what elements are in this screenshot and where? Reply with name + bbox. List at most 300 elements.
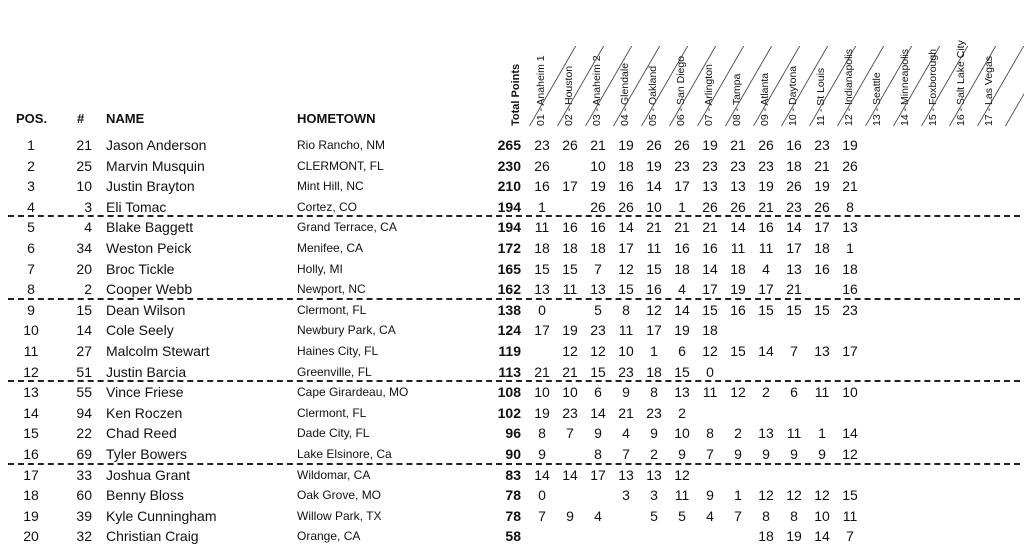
table-row <box>0 507 1024 527</box>
race-score: 12 <box>590 343 606 359</box>
race-score: 12 <box>842 446 858 462</box>
rider-position: 15 <box>23 425 39 442</box>
race-header: 14 - Minneapolis <box>899 48 911 126</box>
race-score: 13 <box>842 219 858 236</box>
race-score: 16 <box>534 178 550 195</box>
race-score: 8 <box>762 507 770 524</box>
race-score: 10 <box>646 198 662 215</box>
race-score: 23 <box>702 157 718 174</box>
rider-name: Cole Seely <box>106 322 174 339</box>
race-score: 7 <box>706 446 714 462</box>
rider-hometown: Newport, NC <box>297 282 366 297</box>
race-score: 19 <box>562 322 578 339</box>
rider-position: 3 <box>27 178 35 195</box>
race-score: 13 <box>534 281 550 298</box>
race-score: 7 <box>790 343 798 359</box>
rider-number: 20 <box>76 260 92 277</box>
race-score: 14 <box>646 178 662 195</box>
race-score: 13 <box>646 466 662 483</box>
race-score: 16 <box>562 219 578 236</box>
race-score: 17 <box>674 178 690 195</box>
header-hometown: HOMETOWN <box>297 111 376 126</box>
race-score: 21 <box>590 137 606 153</box>
race-score: 18 <box>674 260 690 277</box>
race-score: 15 <box>702 301 718 318</box>
race-score: 26 <box>702 198 718 215</box>
rider-name: Benny Bloss <box>106 487 184 504</box>
race-score: 12 <box>674 466 690 483</box>
race-score: 15 <box>730 343 746 359</box>
rider-total-points: 83 <box>505 466 521 483</box>
race-score: 13 <box>702 178 718 195</box>
race-score: 13 <box>758 425 774 442</box>
race-score: 1 <box>678 198 686 215</box>
race-score: 26 <box>534 157 550 174</box>
rider-total-points: 165 <box>497 260 521 277</box>
race-score: 26 <box>590 198 606 215</box>
race-score: 9 <box>762 446 770 462</box>
race-score: 14 <box>590 404 606 421</box>
race-score: 15 <box>646 260 662 277</box>
race-header: 15 - Foxborough <box>927 48 939 126</box>
race-header: 01 - Anaheim 1 <box>535 55 547 126</box>
rider-total-points: 96 <box>505 425 521 442</box>
rider-hometown: Wildomar, CA <box>297 467 371 482</box>
race-header: 03 - Anaheim 2 <box>591 55 603 126</box>
race-score: 8 <box>846 198 854 215</box>
race-score: 18 <box>758 528 774 545</box>
rider-hometown: Newbury Park, CA <box>297 323 396 338</box>
race-score: 15 <box>842 487 858 504</box>
race-score: 19 <box>814 178 830 195</box>
rider-hometown: Orange, CA <box>297 529 361 544</box>
race-score: 11 <box>786 425 802 442</box>
rider-hometown: Greenville, FL <box>297 364 372 379</box>
race-score: 14 <box>562 466 578 483</box>
race-score: 19 <box>646 157 662 174</box>
race-score: 8 <box>706 425 714 442</box>
header-number: # <box>77 111 85 126</box>
race-header: 09 - Atlanta <box>759 72 771 126</box>
race-score: 14 <box>730 219 746 236</box>
race-score: 8 <box>594 446 602 462</box>
race-header: 06 - San Diego <box>675 55 687 126</box>
rider-name: Malcolm Stewart <box>106 343 210 359</box>
race-score: 18 <box>702 322 718 339</box>
race-score: 9 <box>790 446 798 462</box>
race-score: 13 <box>786 260 802 277</box>
rider-number: 39 <box>76 507 92 524</box>
race-score: 17 <box>814 219 830 236</box>
race-score: 11 <box>702 384 718 401</box>
race-score: 10 <box>562 384 578 401</box>
race-score: 7 <box>846 528 854 545</box>
race-score: 16 <box>646 281 662 298</box>
race-score: 4 <box>594 507 602 524</box>
rider-number: 32 <box>76 528 92 545</box>
rider-position: 16 <box>23 446 39 462</box>
race-score: 23 <box>590 322 606 339</box>
rider-hometown: Willow Park, TX <box>297 508 382 523</box>
race-score: 14 <box>702 260 718 277</box>
rider-number: 22 <box>76 425 92 442</box>
rider-name: Marvin Musquin <box>106 157 205 174</box>
rider-position: 9 <box>27 301 35 318</box>
rider-hometown: Rio Rancho, NM <box>297 138 386 152</box>
race-score: 17 <box>646 322 662 339</box>
race-score: 26 <box>786 178 802 195</box>
race-score: 17 <box>562 178 578 195</box>
race-score: 2 <box>650 446 658 462</box>
table-row <box>0 486 1024 506</box>
race-score: 14 <box>758 343 774 359</box>
race-score: 17 <box>534 322 550 339</box>
rider-name: Kyle Cunningham <box>106 507 217 524</box>
race-score: 13 <box>730 178 746 195</box>
race-score: 10 <box>674 425 690 442</box>
race-score: 14 <box>534 466 550 483</box>
race-header: 13 - Seattle <box>871 72 883 126</box>
race-score: 15 <box>590 363 606 380</box>
race-score: 21 <box>562 363 578 380</box>
rider-number: 33 <box>76 466 92 483</box>
race-score: 3 <box>650 487 658 504</box>
race-score: 18 <box>618 157 634 174</box>
table-row <box>0 301 1024 321</box>
header-name: NAME <box>106 111 145 126</box>
rider-hometown: Haines City, FL <box>297 344 379 358</box>
rider-number: 60 <box>76 487 92 504</box>
rider-total-points: 78 <box>505 487 521 504</box>
race-score: 13 <box>618 466 634 483</box>
race-header: 16 - Salt Lake City <box>955 40 967 126</box>
rider-number: 3 <box>84 198 92 215</box>
race-score: 11 <box>758 240 774 256</box>
race-score: 14 <box>786 219 802 236</box>
table-row <box>0 466 1024 486</box>
race-score: 7 <box>622 446 630 462</box>
rider-position: 8 <box>27 281 35 298</box>
rider-position: 19 <box>23 507 39 524</box>
race-score: 26 <box>674 137 690 153</box>
rider-number: 10 <box>76 178 92 195</box>
race-header: 04 - Glendale <box>619 62 631 126</box>
race-score: 8 <box>538 425 546 442</box>
rider-name: Eli Tomac <box>106 198 167 215</box>
table-row <box>0 424 1024 444</box>
table-row <box>0 260 1024 280</box>
rider-total-points: 102 <box>497 404 521 421</box>
rider-name: Broc Tickle <box>106 260 175 277</box>
race-score: 12 <box>702 343 718 359</box>
race-score: 1 <box>538 198 546 215</box>
header-pos: POS. <box>16 111 48 126</box>
race-score: 11 <box>534 219 550 236</box>
race-score: 23 <box>562 404 578 421</box>
race-score: 6 <box>790 384 798 401</box>
race-score: 10 <box>590 157 606 174</box>
race-score: 1 <box>650 343 658 359</box>
rider-position: 18 <box>23 487 39 504</box>
race-score: 23 <box>814 137 830 153</box>
race-score: 16 <box>590 219 606 236</box>
race-score: 9 <box>594 425 602 442</box>
race-score: 10 <box>534 384 550 401</box>
table-row <box>0 136 1024 156</box>
race-score: 13 <box>674 384 690 401</box>
table-row <box>0 218 1024 238</box>
race-score: 11 <box>646 240 662 256</box>
rider-total-points: 119 <box>498 343 521 359</box>
rider-number: 69 <box>76 446 92 462</box>
race-score: 7 <box>594 260 602 277</box>
race-score: 23 <box>618 363 634 380</box>
table-row <box>0 404 1024 424</box>
race-score: 18 <box>730 260 746 277</box>
rider-name: Weston Peick <box>106 240 192 256</box>
race-score: 15 <box>562 260 578 277</box>
rider-position: 14 <box>23 404 39 421</box>
rider-name: Joshua Grant <box>106 466 191 483</box>
race-score: 17 <box>842 343 858 359</box>
rider-hometown: Mint Hill, NC <box>297 179 364 194</box>
race-header: 10 - Daytona <box>787 65 799 126</box>
race-score: 9 <box>538 446 546 462</box>
rider-position: 2 <box>27 157 35 174</box>
race-score: 3 <box>622 487 630 504</box>
race-score: 18 <box>786 157 802 174</box>
group-divider <box>8 215 1020 217</box>
race-score: 0 <box>538 487 546 504</box>
rider-position: 17 <box>23 466 39 483</box>
race-header: 11 - St Louis <box>815 67 827 126</box>
rider-total-points: 210 <box>497 178 521 195</box>
rider-position: 1 <box>27 137 35 153</box>
race-score: 23 <box>646 404 662 421</box>
race-score: 23 <box>758 157 774 174</box>
race-score: 16 <box>702 240 718 256</box>
race-score: 18 <box>842 260 858 277</box>
race-score: 18 <box>534 240 550 256</box>
rider-position: 20 <box>23 528 39 545</box>
race-score: 0 <box>538 301 546 318</box>
race-score: 12 <box>646 301 662 318</box>
rider-number: 14 <box>76 322 92 339</box>
rider-name: Blake Baggett <box>106 219 194 236</box>
race-score: 23 <box>674 157 690 174</box>
rider-total-points: 194 <box>497 198 521 215</box>
race-score: 21 <box>730 137 746 153</box>
rider-name: Tyler Bowers <box>106 446 187 462</box>
race-score: 19 <box>534 404 550 421</box>
rider-number: 51 <box>76 363 92 380</box>
rider-total-points: 113 <box>498 363 521 380</box>
race-score: 7 <box>566 425 574 442</box>
race-score: 9 <box>650 425 658 442</box>
race-divider <box>1005 46 1024 126</box>
rider-name: Cooper Webb <box>106 281 193 298</box>
race-score: 5 <box>594 301 602 318</box>
race-header: 07 - Arlington <box>703 64 715 126</box>
rider-position: 11 <box>23 343 39 359</box>
race-score: 4 <box>706 507 714 524</box>
race-score: 26 <box>646 137 662 153</box>
race-score: 26 <box>842 157 858 174</box>
rider-name: Dean Wilson <box>106 301 186 318</box>
table-row <box>0 383 1024 403</box>
race-score: 19 <box>730 281 746 298</box>
race-score: 11 <box>562 281 578 298</box>
group-divider <box>8 298 1020 300</box>
race-header: 08 - Tampa <box>731 73 743 126</box>
rider-total-points: 162 <box>497 281 521 298</box>
race-score: 7 <box>734 507 742 524</box>
race-score: 14 <box>814 528 830 545</box>
race-score: 0 <box>706 363 714 380</box>
race-score: 8 <box>790 507 798 524</box>
race-score: 23 <box>730 157 746 174</box>
race-score: 13 <box>814 343 830 359</box>
rider-total-points: 108 <box>497 384 521 401</box>
rider-name: Chad Reed <box>106 425 177 442</box>
rider-number: 27 <box>76 343 92 359</box>
rider-hometown: Clermont, FL <box>297 405 367 420</box>
race-score: 19 <box>674 322 690 339</box>
header-total-points: Total Points <box>510 63 522 126</box>
race-score: 8 <box>622 301 630 318</box>
race-score: 16 <box>758 219 774 236</box>
race-score: 7 <box>538 507 546 524</box>
race-score: 15 <box>758 301 774 318</box>
rider-name: Justin Brayton <box>106 178 195 195</box>
race-score: 11 <box>730 240 746 256</box>
rider-number: 4 <box>84 219 92 236</box>
table-row <box>0 527 1024 547</box>
race-score: 10 <box>814 507 830 524</box>
race-score: 2 <box>762 384 770 401</box>
rider-name: Justin Barcia <box>106 363 187 380</box>
race-score: 12 <box>618 260 634 277</box>
race-score: 10 <box>842 384 858 401</box>
race-score: 12 <box>786 487 802 504</box>
race-score: 8 <box>650 384 658 401</box>
table-row <box>0 321 1024 341</box>
race-score: 5 <box>678 507 686 524</box>
rider-number: 15 <box>76 301 92 318</box>
race-score: 18 <box>814 240 830 256</box>
race-score: 26 <box>758 137 774 153</box>
race-score: 1 <box>846 240 854 256</box>
rider-position: 7 <box>27 260 35 277</box>
race-score: 21 <box>646 219 662 236</box>
race-header: 02 - Houston <box>563 65 575 126</box>
race-score: 23 <box>786 198 802 215</box>
race-score: 12 <box>730 384 746 401</box>
race-header: 12 - Indianapolis <box>843 48 855 126</box>
race-score: 19 <box>786 528 802 545</box>
race-score: 16 <box>674 240 690 256</box>
race-score: 26 <box>618 198 634 215</box>
rider-number: 94 <box>76 404 92 421</box>
race-score: 5 <box>650 507 658 524</box>
race-score: 12 <box>758 487 774 504</box>
race-score: 15 <box>814 301 830 318</box>
rider-number: 2 <box>84 281 92 298</box>
rider-name: Christian Craig <box>106 528 199 545</box>
rider-hometown: Menifee, CA <box>297 241 364 255</box>
race-score: 21 <box>814 157 830 174</box>
race-score: 9 <box>706 487 714 504</box>
race-score: 21 <box>786 281 802 298</box>
race-score: 9 <box>566 507 574 524</box>
table-row <box>0 177 1024 197</box>
race-score: 2 <box>734 425 742 442</box>
rider-hometown: CLERMONT, FL <box>297 158 384 173</box>
race-score: 19 <box>758 178 774 195</box>
table-row <box>0 157 1024 177</box>
race-score: 9 <box>678 446 686 462</box>
race-score: 23 <box>842 301 858 318</box>
race-score: 26 <box>562 137 578 153</box>
race-score: 6 <box>594 384 602 401</box>
rider-number: 25 <box>76 157 92 174</box>
rider-total-points: 265 <box>497 137 521 153</box>
race-score: 18 <box>646 363 662 380</box>
race-score: 9 <box>734 446 742 462</box>
race-score: 4 <box>622 425 630 442</box>
rider-number: 55 <box>76 384 92 401</box>
race-score: 19 <box>618 137 634 153</box>
race-score: 21 <box>702 219 718 236</box>
table-row <box>0 342 1024 362</box>
race-score: 17 <box>758 281 774 298</box>
rider-hometown: Holly, MI <box>297 261 343 276</box>
rider-name: Jason Anderson <box>106 137 207 153</box>
group-divider <box>8 380 1020 382</box>
race-score: 15 <box>674 363 690 380</box>
rider-hometown: Clermont, FL <box>297 302 367 317</box>
rider-position: 6 <box>27 240 35 256</box>
race-score: 15 <box>618 281 634 298</box>
race-score: 4 <box>762 260 770 277</box>
rider-name: Ken Roczen <box>106 404 183 421</box>
rider-hometown: Dade City, FL <box>297 426 370 441</box>
race-score: 26 <box>814 198 830 215</box>
race-score: 21 <box>758 198 774 215</box>
race-score: 23 <box>534 137 550 153</box>
rider-total-points: 194 <box>497 219 521 236</box>
race-score: 18 <box>562 240 578 256</box>
race-score: 13 <box>590 281 606 298</box>
group-divider <box>8 463 1020 465</box>
race-score: 19 <box>702 137 718 153</box>
rider-position: 10 <box>23 322 39 339</box>
race-score: 1 <box>818 425 826 442</box>
race-score: 21 <box>534 363 550 380</box>
race-score: 15 <box>786 301 802 318</box>
race-score: 10 <box>618 343 634 359</box>
race-score: 21 <box>674 219 690 236</box>
race-score: 16 <box>814 260 830 277</box>
race-score: 26 <box>730 198 746 215</box>
rider-hometown: Oak Grove, MO <box>297 488 382 503</box>
race-score: 16 <box>730 301 746 318</box>
rider-total-points: 124 <box>497 322 521 339</box>
rider-hometown: Lake Elsinore, Ca <box>297 447 392 461</box>
race-score: 9 <box>818 446 826 462</box>
rider-hometown: Cape Girardeau, MO <box>297 385 409 400</box>
race-score: 11 <box>618 322 634 339</box>
